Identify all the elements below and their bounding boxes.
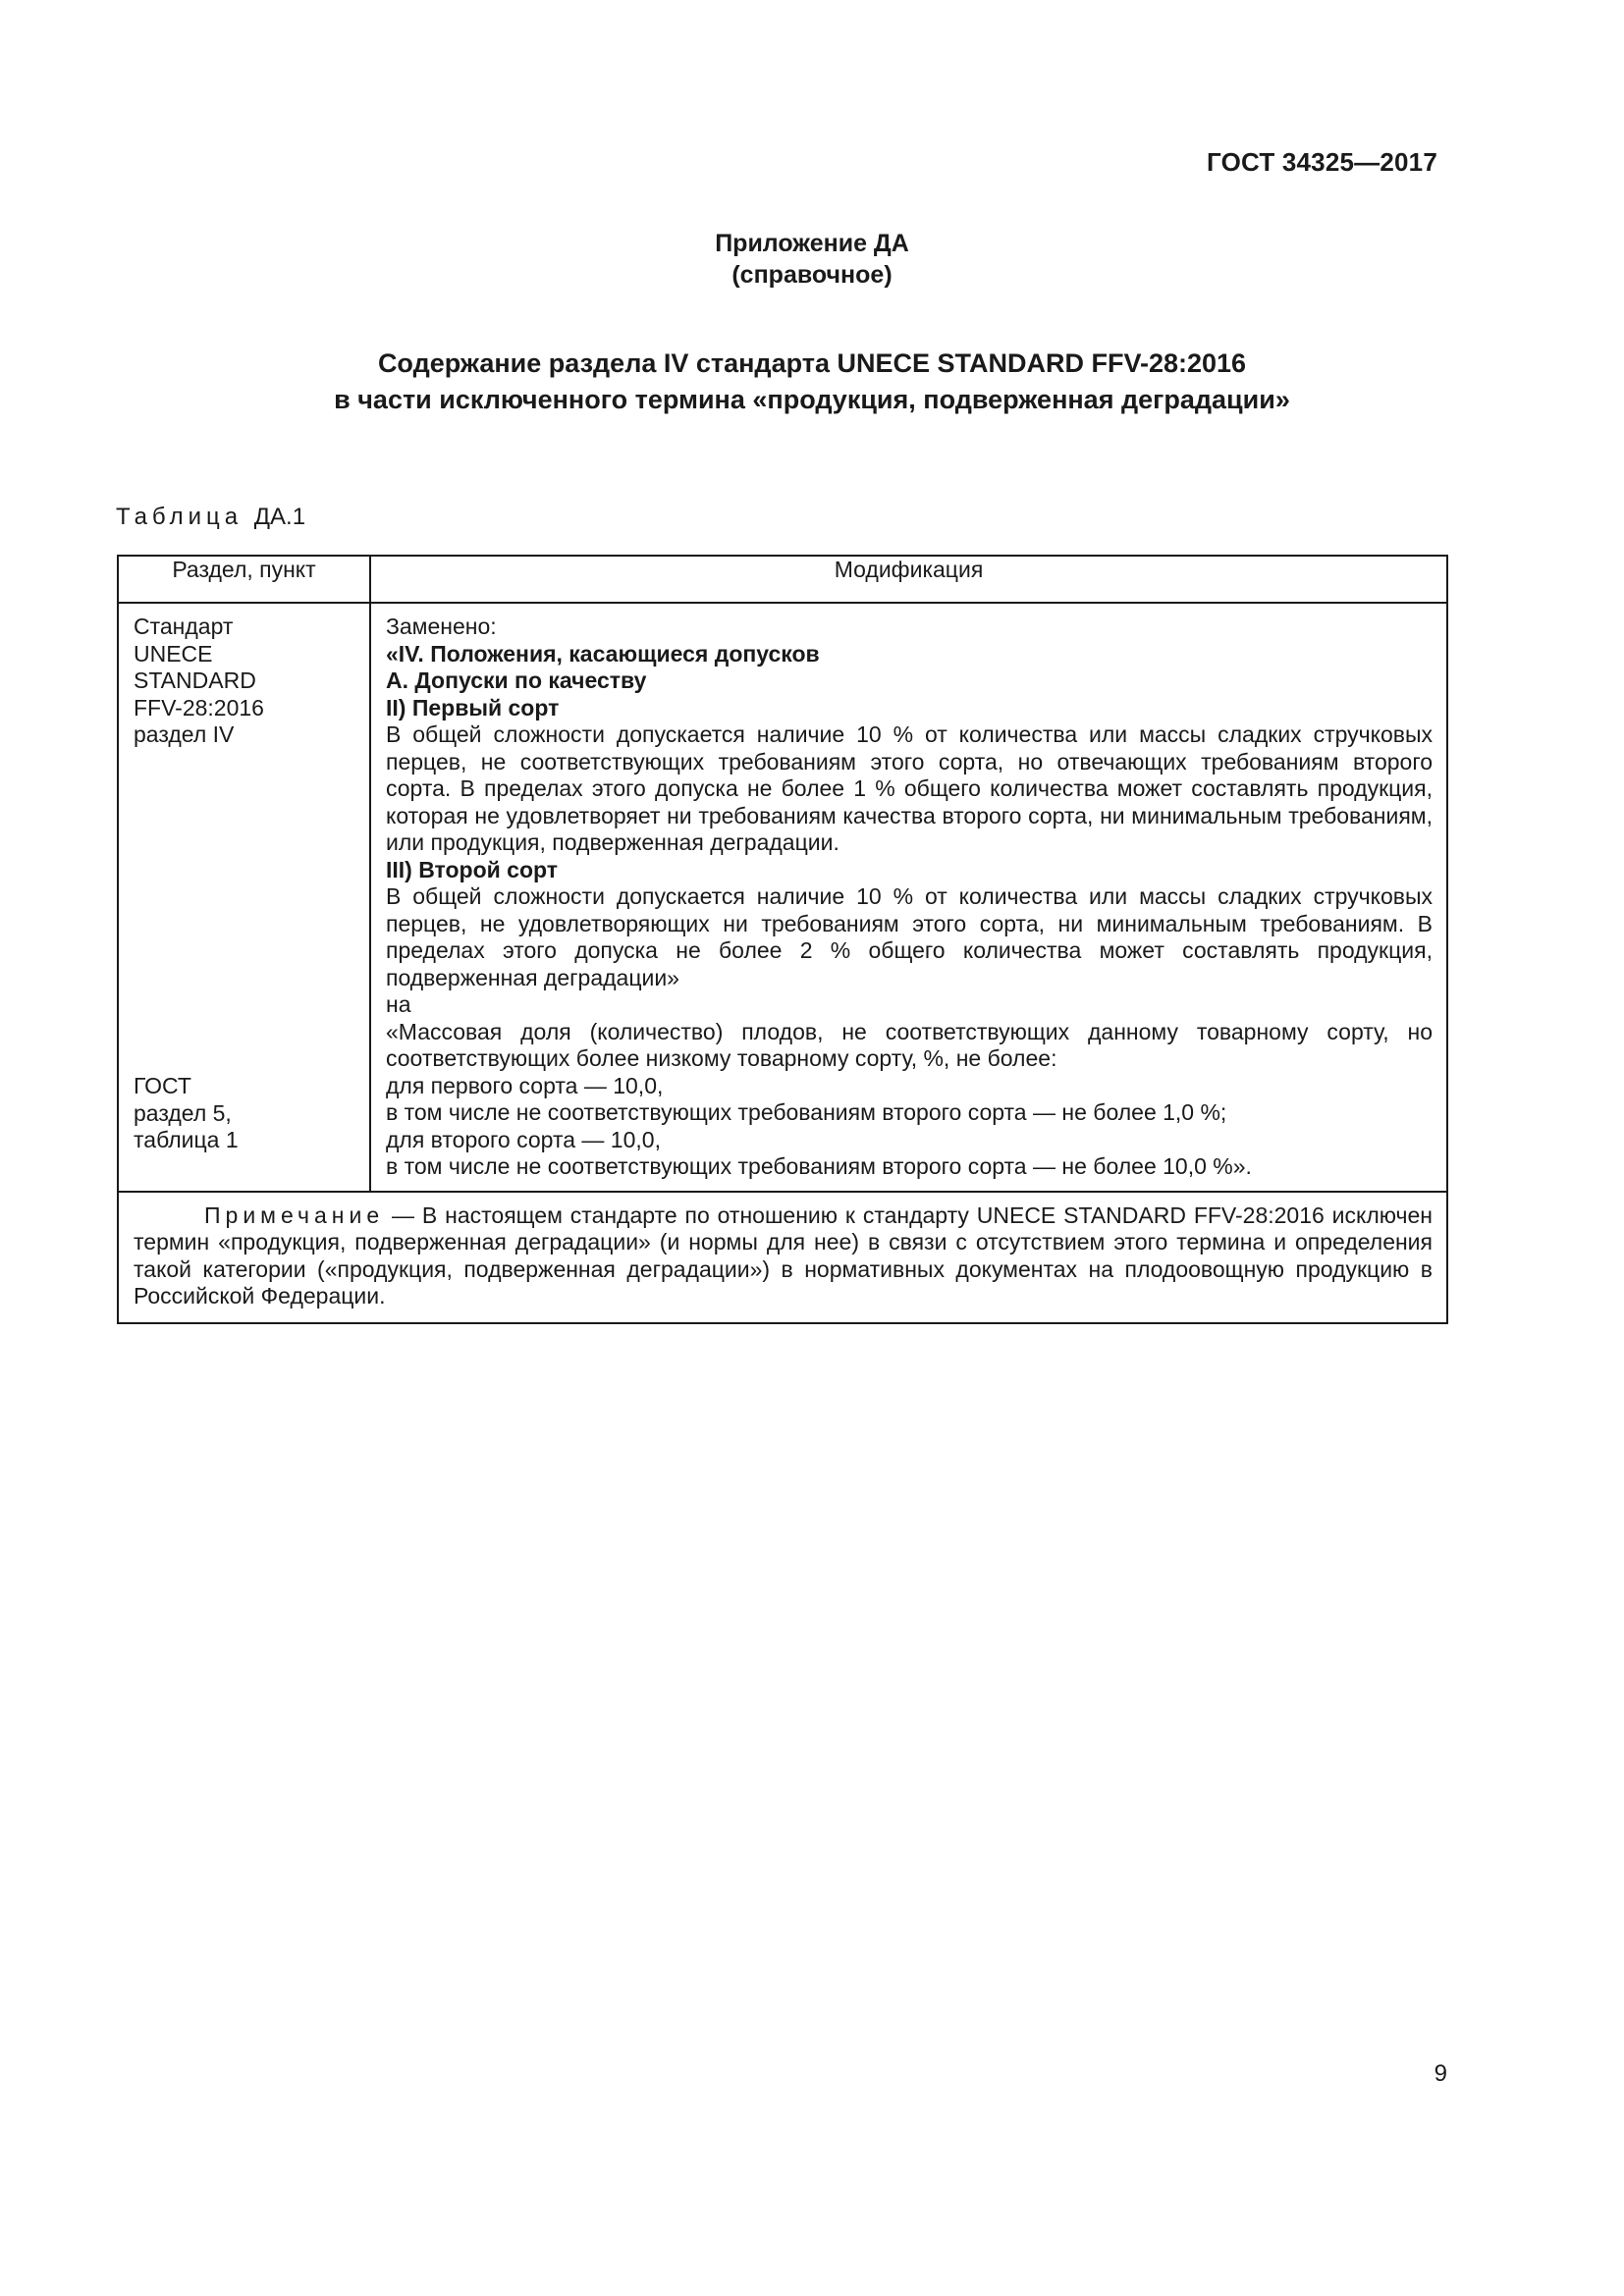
on-label: на: [386, 991, 411, 1017]
gost-ref-line: ГОСТ: [134, 1073, 191, 1098]
document-title-line-1: Содержание раздела IV стандарта UNECE STANDARD FFV-28:2016: [377, 348, 1247, 378]
table-caption-word: Таблица: [116, 504, 244, 530]
note-label: Примечание: [204, 1201, 385, 1228]
table-body-row: [118, 603, 1447, 1192]
first-grade-included: в том числе не соответствующих требованиям второго сорта — не более 1,0 %;: [386, 1099, 1227, 1125]
std-ref-line: STANDARD: [134, 667, 256, 693]
document-title: [0, 346, 1624, 418]
second-grade-text: В общей сложности допускается наличие 10 % от количества или массы сладких стручковых перцев, не удовлетворяющих ни требованиям этого сорта, ни минимальным требованиям. В пределах этого допуска не более 2 % общего количества может составлять продукция, подверженная деградации»: [386, 883, 1433, 990]
gost-reference: [134, 1073, 239, 1154]
replaced-label: Заменено:: [386, 614, 497, 639]
first-grade-text: В общей сложности допускается наличие 10 % от количества или массы сладких стручковых перцев, не соответствующих требованиям этого сорта, но отвечающих требованиям второго сорта. В пределах этого допуска не более 1 % общего количества может составлять продукция, которая не удовлетворяет ни требованиям качества второго сорта, ни минимальным требованиям, или продукция, подверженная деградации.: [386, 721, 1433, 855]
second-grade-limit: для второго сорта — 10,0,: [386, 1126, 661, 1152]
note-dash: —: [384, 1201, 422, 1228]
std-ref-line: FFV-28:2016: [134, 694, 264, 721]
appendix-subtitle: (справочное): [731, 261, 893, 289]
table-caption: [116, 504, 305, 531]
gost-ref-line: таблица 1: [134, 1127, 239, 1152]
section-reference-cell: [118, 603, 370, 1192]
section-heading: «IV. Положения, касающиеся допусков: [386, 640, 820, 667]
appendix-title: Приложение ДА: [715, 230, 909, 257]
new-text: «Массовая доля (количество) плодов, не соответствующих данному товарному сорту, но соответствующих более низкому товарному сорту, %, не более:: [386, 1018, 1433, 1071]
appendix-heading: [0, 228, 1624, 291]
header-section-point: Раздел, пункт: [118, 556, 370, 603]
first-grade-limit: для первого сорта — 10,0,: [386, 1072, 664, 1098]
note-text: В настоящем стандарте по отношению к стандарту UNECE STANDARD FFV-28:2016 исключен термин «продукция, подверженная деградации» (и нормы для нее) в связи с отсутствием этого термина и определения такой категории («продукция, подверженная деградации») в нормативных документах на плодоовощную продукцию в Российской Федерации.: [134, 1201, 1433, 1308]
std-ref-line: UNECE: [134, 640, 213, 667]
second-grade-included: в том числе не соответствующих требованиям второго сорта — не более 10,0 %».: [386, 1153, 1252, 1179]
table-caption-number: ДА.1: [253, 504, 306, 530]
table-header-row: [118, 556, 1447, 603]
document-code: ГОСТ 34325—2017: [1207, 147, 1437, 177]
std-ref-line: раздел IV: [134, 721, 235, 747]
page-number: 9: [1434, 2060, 1447, 2087]
note-cell: [118, 1192, 1447, 1323]
document-title-line-2: в части исключенного термина «продукция, подверженная деградации»: [334, 385, 1290, 414]
header-modification: Модификация: [370, 556, 1447, 603]
table-note-row: [118, 1192, 1447, 1323]
std-ref-line: Стандарт: [134, 614, 234, 639]
modification-cell: [370, 603, 1447, 1192]
subsection-heading: A. Допуски по качеству: [386, 667, 647, 693]
second-grade-heading: III) Второй сорт: [386, 856, 559, 882]
modification-table: [117, 555, 1448, 1324]
first-grade-heading: II) Первый сорт: [386, 694, 560, 721]
gost-ref-line: раздел 5,: [134, 1099, 232, 1126]
